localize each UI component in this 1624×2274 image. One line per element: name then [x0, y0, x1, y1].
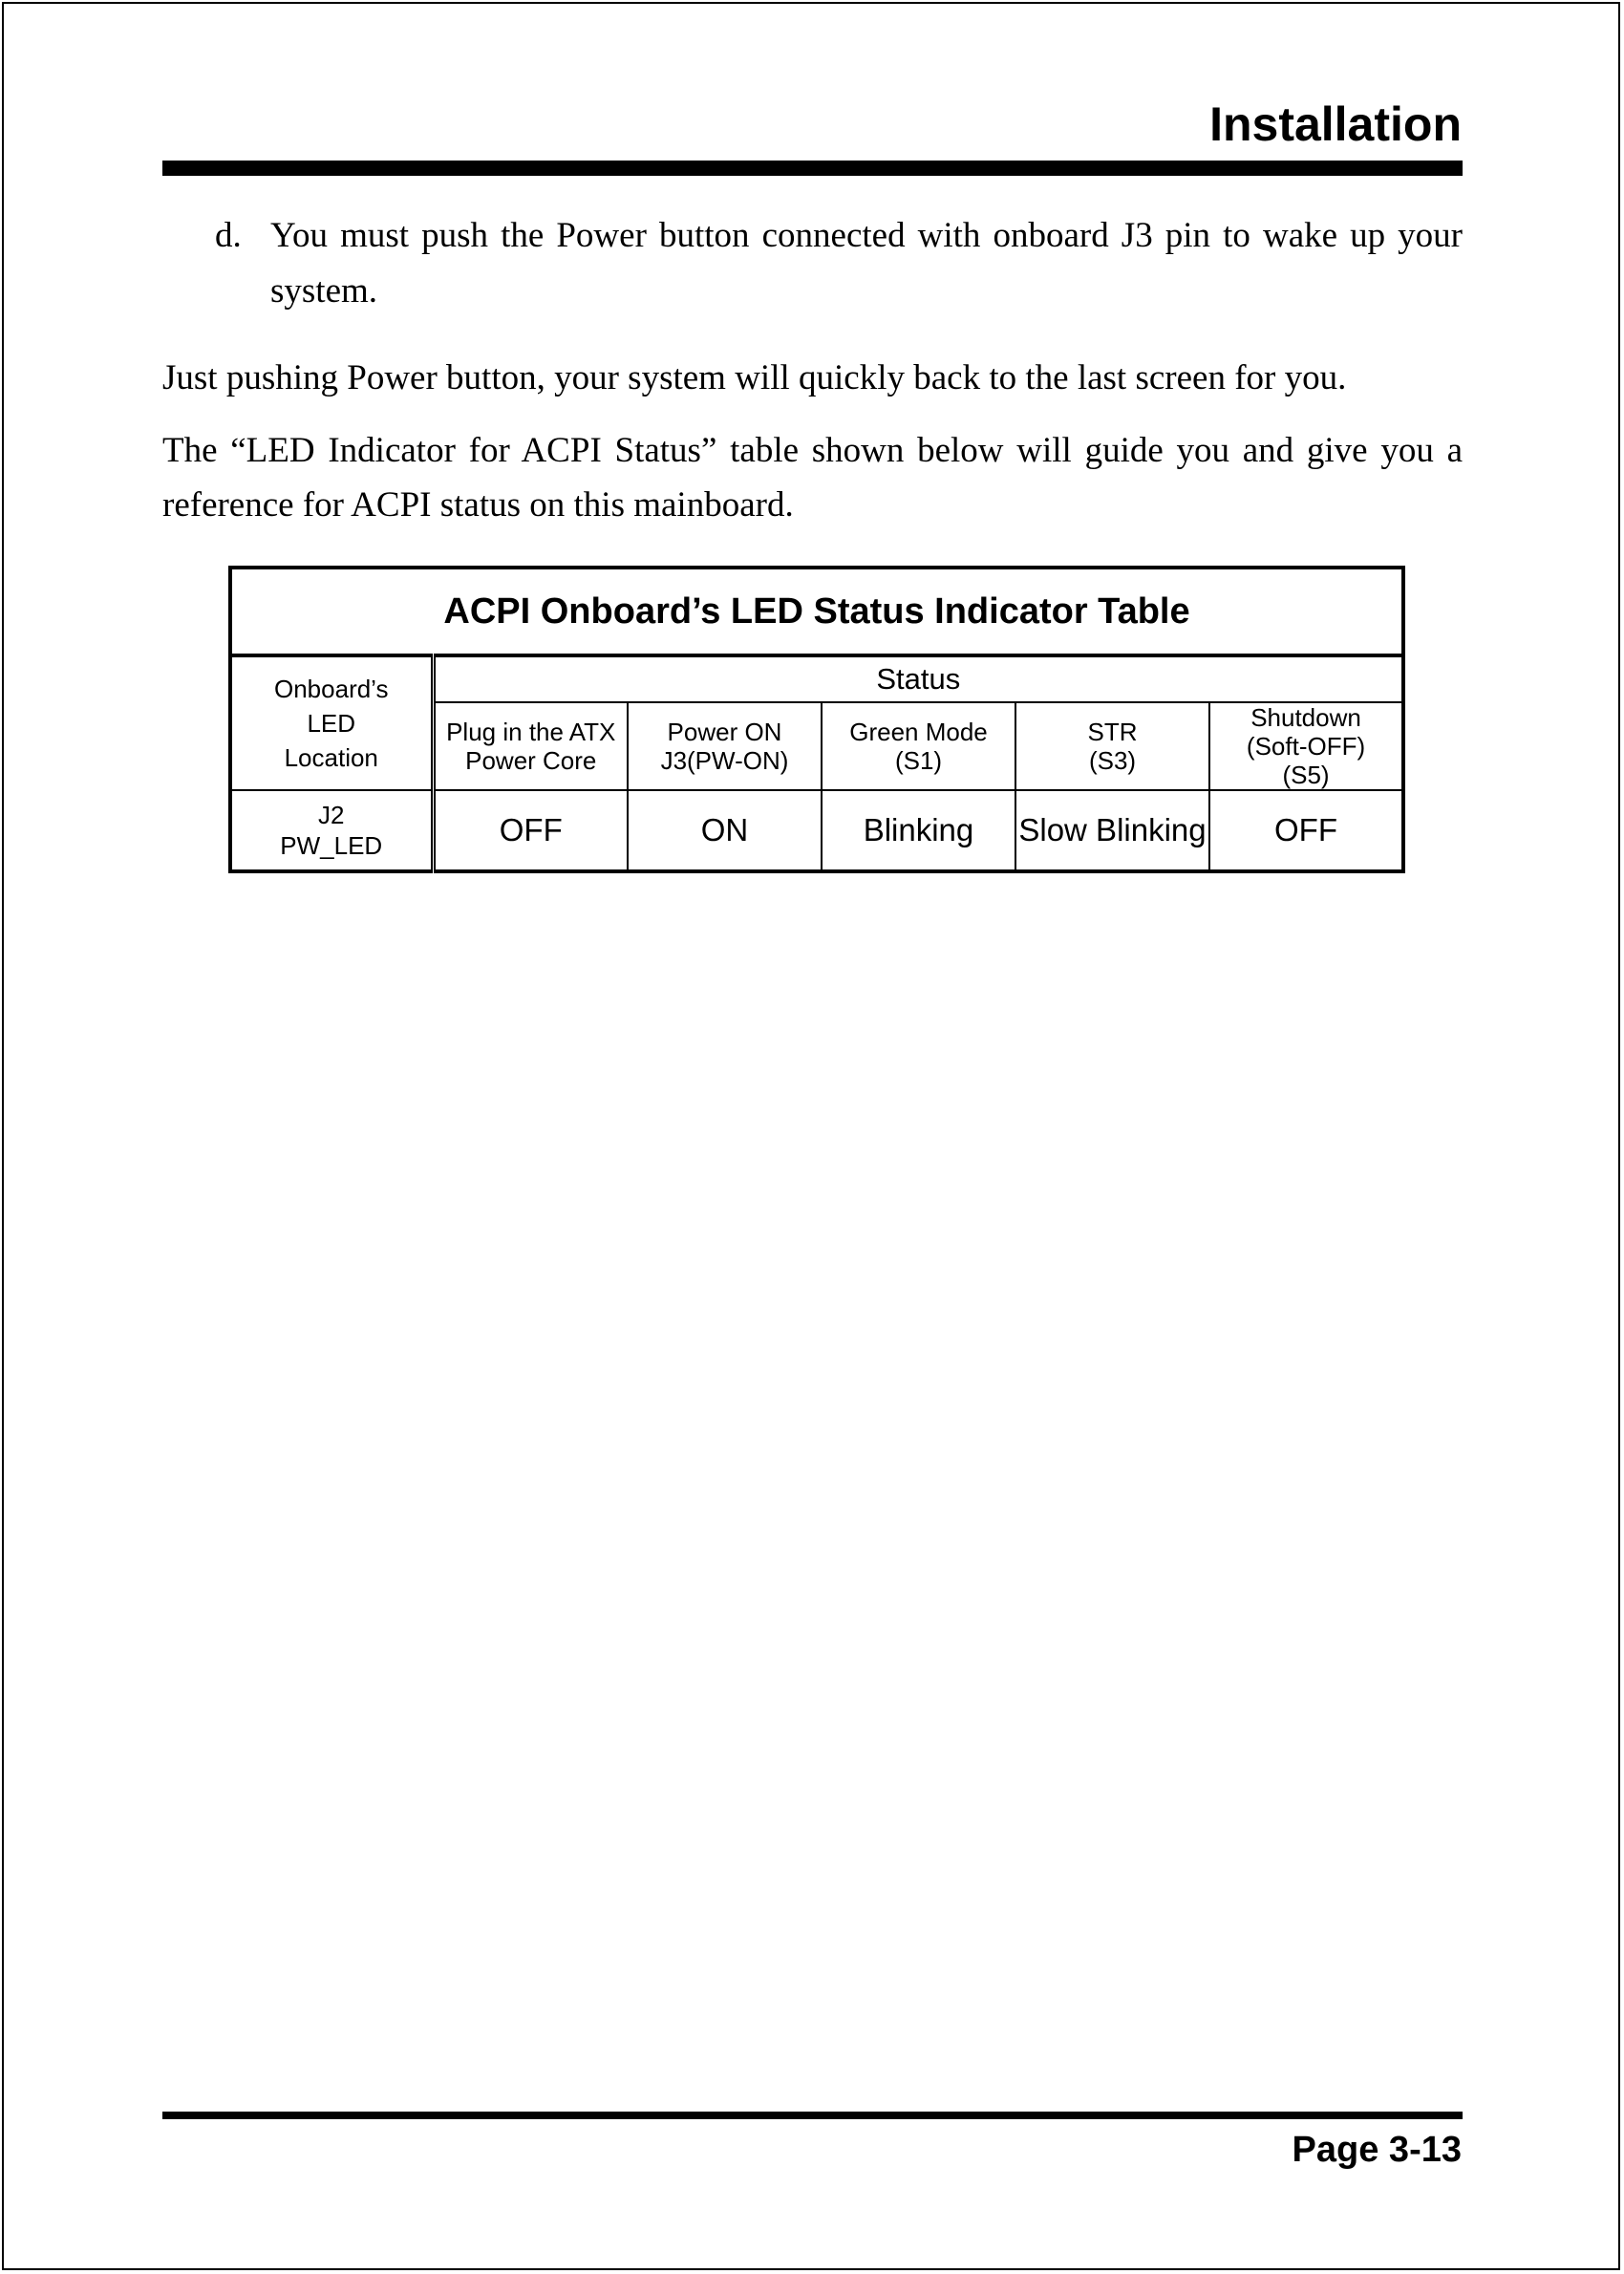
page-border [2, 2, 1620, 2270]
location-header-line: Location [284, 743, 378, 772]
column-header-line: STR [1087, 718, 1138, 746]
step-item-d [215, 208, 1463, 319]
column-header-line: (S1) [894, 746, 943, 775]
paragraph-table-intro: The “LED Indicator for ACPI Status” table shown below will guide you and give you a reference for ACPI status on this mainboard. [162, 431, 1463, 525]
status-header: Status [433, 655, 1403, 702]
row-location-cell [230, 790, 433, 871]
column-header-line: (Soft-OFF) [1246, 732, 1366, 761]
column-header-line: Green Mode [849, 718, 988, 746]
location-header-line: Onboard’s [274, 675, 389, 703]
status-cell-atx-power: OFF [433, 790, 628, 871]
column-header-green-mode [822, 702, 1015, 790]
table-title: ACPI Onboard’s LED Status Indicator Table [230, 568, 1403, 655]
table-row [230, 790, 1403, 871]
step-text: You must push the Power button connected with onboard J3 pin to wake up your system. [270, 216, 1463, 311]
header-rule [162, 161, 1463, 176]
column-header-line: Power Core [465, 746, 597, 775]
column-header-line: Power ON [667, 718, 782, 746]
location-line: PW_LED [280, 831, 383, 860]
footer-rule [162, 2112, 1463, 2119]
column-header-shutdown [1209, 702, 1403, 790]
column-header-line: (S5) [1282, 761, 1330, 789]
column-header-str [1015, 702, 1209, 790]
location-header-line: LED [307, 709, 356, 738]
paragraph-power-button: Just pushing Power button, your system will quickly back to the last screen for you. [162, 358, 1347, 397]
status-cell-power-on: ON [628, 790, 822, 871]
step-marker: d. [215, 216, 242, 255]
page-header-title: Installation [1209, 97, 1462, 151]
column-header-power-on [628, 702, 822, 790]
status-cell-shutdown: OFF [1209, 790, 1403, 871]
page-number: Page 3-13 [1292, 2130, 1462, 2170]
acpi-led-status-table [228, 566, 1405, 873]
column-header-atx-power [433, 702, 628, 790]
status-cell-str: Slow Blinking [1015, 790, 1209, 871]
status-cell-green-mode: Blinking [822, 790, 1015, 871]
location-line: J2 [318, 801, 345, 829]
column-header-line: Shutdown [1250, 703, 1361, 732]
column-header-line: J3(PW-ON) [660, 746, 789, 775]
column-header-line: Plug in the ATX [446, 718, 616, 746]
column-header-line: (S3) [1088, 746, 1137, 775]
location-header [230, 655, 433, 790]
